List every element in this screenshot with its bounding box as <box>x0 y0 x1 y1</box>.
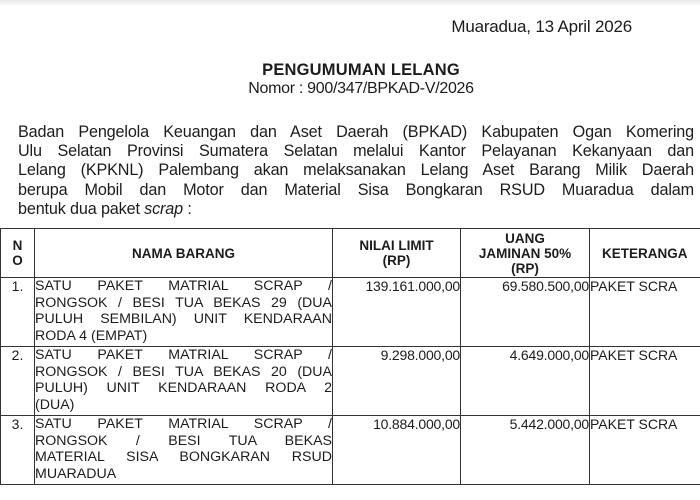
intro-line: Lelang (KPKNL) Palembang akan melaksanakan Lelang Aset Barang Milik Daerah <box>18 161 694 180</box>
cell-no: 3. <box>1 416 35 485</box>
cell-uang-jaminan: 69.580.500,00 <box>461 278 590 347</box>
table-row <box>1 278 700 347</box>
nama-line: SATU PAKET MATRIAL SCRAP / <box>35 416 332 432</box>
nama-line: SATU PAKET MATRIAL SCRAP / <box>35 278 332 294</box>
cell-nilai-limit: 139.161.000,00 <box>333 278 461 347</box>
header-nilai-limit <box>333 229 461 278</box>
intro-line: berupa Mobil dan Motor dan Material Sisa Bongkaran RSUD Muaradua dalam <box>18 180 694 199</box>
intro-text: : <box>183 199 192 218</box>
intro-line-last <box>18 200 694 219</box>
cell-nama-barang <box>35 347 333 416</box>
header-text: UANG <box>505 230 545 246</box>
nama-line: (DUA) <box>35 396 75 413</box>
header-uang-jaminan <box>461 229 590 278</box>
document-title: PENGUMUMAN LELANG <box>262 61 460 79</box>
cell-nilai-limit: 9.298.000,00 <box>333 347 461 416</box>
nama-line: PULUH SEMBILAN) UNIT KENDARAAN <box>35 311 332 328</box>
intro-italic-text: scrap <box>144 199 183 218</box>
intro-paragraph <box>18 123 694 219</box>
cell-nama-barang <box>35 278 333 347</box>
cell-keterangan: PAKET SCRA <box>590 416 700 485</box>
cell-nilai-limit: 10.884.000,00 <box>333 416 461 485</box>
intro-text: bentuk dua paket <box>18 199 145 218</box>
intro-line: Badan Pengelola Keuangan dan Aset Daerah (BPKAD) Kabupaten Ogan Komering <box>18 123 694 141</box>
header-text: (RP) <box>382 253 411 268</box>
place-date: Muaradua, 13 April 2026 <box>451 17 632 36</box>
nama-line: RODA 4 (EMPAT) <box>35 327 148 344</box>
nama-line: MATERIAL SISA BONGKARAN RSUD <box>35 449 332 466</box>
table-row <box>1 416 700 485</box>
page-top-shadow <box>0 0 700 6</box>
header-nama-barang: NAMA BARANG <box>35 229 333 278</box>
cell-uang-jaminan: 5.442.000,00 <box>461 416 590 485</box>
nama-line: RONGSOK / BESI TUA BEKAS 29 (DUA <box>35 294 332 311</box>
cell-no: 1. <box>1 278 35 347</box>
nama-line: PULUH) UNIT KENDARAAN RODA 2 <box>35 380 332 397</box>
cell-keterangan: PAKET SCRA <box>590 278 700 347</box>
header-no-line: N <box>12 238 23 253</box>
cell-keterangan: PAKET SCRA <box>590 347 700 416</box>
cell-no: 2. <box>1 347 35 416</box>
cell-uang-jaminan: 4.649.000,00 <box>461 347 590 416</box>
header-no-line: O <box>12 253 23 268</box>
table-row <box>1 347 700 416</box>
auction-table <box>0 228 700 485</box>
cell-nama-barang <box>35 416 333 485</box>
header-no <box>1 229 35 278</box>
document-number: Nomor : 900/347/BPKAD-V/2026 <box>248 80 474 97</box>
header-text: (RP) <box>511 260 539 276</box>
nama-line: RONGSOK / BESI TUA BEKAS <box>35 432 332 449</box>
intro-line: Ulu Selatan Provinsi Sumatera Selatan melalui Kantor Pelayanan Kekanyaan dan <box>18 142 694 161</box>
header-keterangan: KETERANGA <box>590 229 700 278</box>
header-text: JAMINAN 50% <box>478 245 572 261</box>
nama-line: MUARADUA <box>35 465 117 482</box>
nama-line: SATU PAKET MATRIAL SCRAP / <box>35 347 332 363</box>
table-header-row <box>1 229 700 278</box>
nama-line: RONGSOK / BESI TUA BEKAS 20 (DUA <box>35 363 332 380</box>
header-text: NILAI LIMIT <box>359 238 434 253</box>
